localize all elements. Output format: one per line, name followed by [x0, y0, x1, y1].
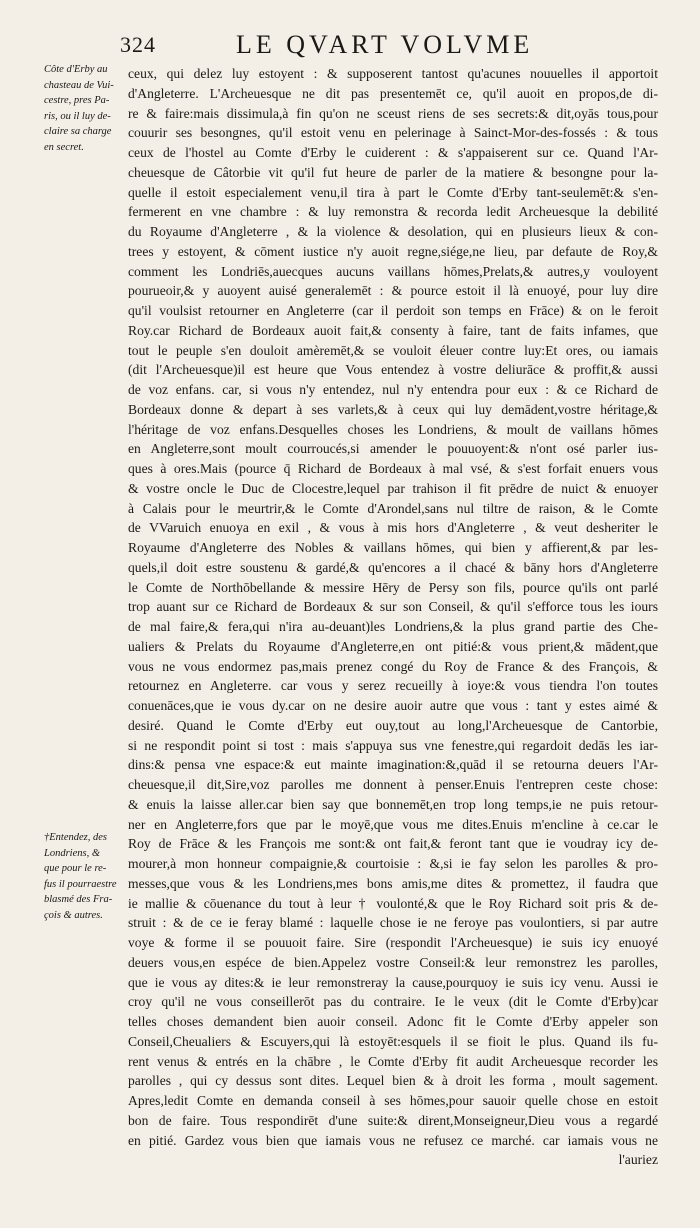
text-line: le Comte de Northōbellande & messire Hēry de Persy son fils, pource qu'ils ont parlé [128, 579, 658, 595]
text-line: re & faire:mais dissimula,à fin qu'on ne sceust riens de ses secrets:& dit,oyās tous,pour [128, 105, 658, 121]
text-line: comment les Londriēs,auecques aucuns vaillans hōmes,Prelats,& autres,y vouloyent [128, 263, 658, 279]
text-line: & vostre oncle le Duc de Clocestre,lequel par trahison il fit prēdre de nuict & enuoyer [128, 480, 658, 496]
text-line: Royaume d'Angleterre des Nobles & vaillans hōmes, qui bien y affierent,& par les- [128, 540, 658, 555]
text-line: tout le peuple s'en douloit amèremēt,& se vouloit éleuer contre luy:Et ores, ou iamais [128, 342, 658, 358]
text-line: fermerent en vne chambre : & luy remonstra & recorda ledit Archeuesque la debilité [128, 204, 658, 220]
margin-note-top [44, 62, 124, 155]
text-line: que ie vous ay dites:& ie leur remonstreray la cause,pourquoy ie suis icy venu. Aussi ie [128, 974, 658, 990]
text-line: ques à ores.Mais (pource q̄ Richard de Bordeaux à mal vsé, & s'est forfait enuers vous [128, 461, 658, 476]
text-line: ie mallie & cōuenance du tout à leur † voulonté,& que le Roy Richard soit pris & de- [128, 895, 658, 911]
text-line: voye & forme il se pouuoit faire. Sire (respondit l'Archeuesque) ie suis icy enuoyé [128, 935, 658, 950]
page-header [112, 30, 672, 60]
text-line: ceux de l'hostel au Comte d'Erby le cuiderent : & s'appaiserent sur ce. Quand l'Ar- [128, 145, 658, 160]
margin-note-line: Londriens, & [44, 847, 101, 859]
text-line: parolles , qui cy dessus sont dites. Lequel bien & à droit les forma , moult sagement. [128, 1073, 658, 1089]
margin-note-line: claire sa charge [44, 126, 112, 137]
margin-note-line: que pour le re- [44, 863, 107, 874]
text-line: ualiers & Prelats du Royaume d'Angleterre,en ont pitié:& vous prient,& mādent,que [128, 638, 658, 654]
text-line: retournez en Angleterre. car vous y serez recueilly à ioye:& vous tiendra l'on toutes [128, 678, 658, 694]
margin-note-bottom [44, 830, 124, 923]
text-line: Roy.car Richard de Bordeaux auoit fait,& consenty à faire, tant de faits infames, que [128, 322, 658, 338]
margin-note-line: cestre, pres Pa- [44, 95, 110, 106]
text-line: bon de faire. Tous respondirēt d'une suite:& dirent,Monseigneur,Dieu vous a regardé [128, 1112, 658, 1128]
text-line: l'héritage de voz enfans.Desquelles choses les Londriens, & moult de vaillans hōmes [128, 421, 658, 437]
text-line: deuers vous,en espéce de bien.Appelez vostre Conseil:& leur remonstrez les parolles, [128, 954, 658, 970]
text-line: vous ne vous endormez pas,mais prenez congé du Roy de France & des François, & [128, 658, 658, 674]
text-line: struit : & de ce ie feray blamé : laquelle chose ie ne feroye pas voulontiers, si par autre [128, 915, 658, 931]
text-line: pourueoir,& y auoyent auisé generalemēt : & pource estoit il là enuoyé, pour luy dire [128, 283, 658, 299]
text-line: quelle il estoit especialement venu,il tira à part le Comte d'Erby tant-seulemēt:& s'en- [128, 184, 658, 200]
text-line: Conseil,Cheualiers & Escuyers,qui là estoyēt:esquels il se fioit le plus. Quand ils fu- [128, 1033, 658, 1049]
text-line: de mal faire,& fera,qui n'ira au-deuant)les Londriens,& la plus grand partie des Che- [128, 619, 658, 634]
margin-note-line: Côte d'Erby au [44, 64, 108, 75]
margin-note-line: chasteau de Vui- [44, 79, 114, 91]
text-line: en Angleterre,sont moult courroucés,si amender le pouuoyent:& n'ont osé parler ius- [128, 441, 658, 457]
text-line: & enuis la laisse aller.car bien say que bonnemēt,en trop long temps,ie ne puis retour- [128, 796, 658, 812]
text-line: rent venus & entrés en la chābre , le Comte d'Erby fit audit Archeuesque recorder les [128, 1053, 658, 1069]
margin-note-line: ris, ou il luy de- [44, 110, 111, 122]
text-line: Roy de Frāce & les François me sont:& ont fait,& feront tant que ie voudray icy de- [128, 836, 658, 852]
text-line: couurir ses besongnes, qu'il estoit venu en pelerinage à Sainct-Mor-des-fossés : & tous [128, 125, 658, 141]
page-number: 324 [120, 32, 156, 57]
margin-note-line: †Entendez, des [44, 832, 107, 843]
text-line: l'auriez [618, 1152, 658, 1168]
text-line: ner en Angleterre,fors que par le moyē,que vous me dites.Enuis m'encline à ce.car le [128, 816, 658, 832]
text-line: trop auant sur ce Richard de Bordeaux & sur son Conseil, & qu'il s'efforce tous les iours [128, 599, 658, 615]
margin-note-line: en secret. [44, 141, 84, 153]
text-line: Apres,ledit Comte en demanda conseil à ses hōmes,pour sauoir quelle chose en estoit [128, 1093, 658, 1108]
text-line: Bordeaux donne & depart à ses varlets,& à ceux qui luy demādent,vostre héritage,& [128, 401, 658, 417]
text-line: en pitié. Gardez vous bien que iamais vous ne refusez ce marché. car iamais vous ne [128, 1132, 658, 1148]
text-line: du Royaume d'Angleterre , & la violence & desolation, qui en plusieurs lieux & con- [128, 224, 658, 239]
text-line: (dit l'Archeuesque)il est heure que Vous entendez à vostre deliurāce & proffit,& aussi [128, 362, 658, 378]
text-line: telles choses demandent bien auoir conseil. Adonc fit le Comte d'Erby appeler son [128, 1014, 658, 1029]
margin-note-line: çois & autres. [44, 909, 103, 921]
text-line: dins:& pensa vne espace:& eut mainte imagination:&,quād il se retourna deuers l'Ar- [128, 757, 658, 773]
text-line: croy qu'il ne vous conseillerōt pas du contraire. Ie le veux (dit le Comte d'Erby)car [128, 994, 658, 1010]
text-line: mourer,à mon honneur compaignie,& courtoisie : &,si ie fay selon les parolles & pro- [128, 856, 658, 871]
text-line: messes,que vous & les Londriens,mes bons amis,me dites & promettez, il faudra que [128, 875, 658, 891]
margin-note-line: blasmé des Fra- [44, 894, 113, 905]
text-line: de VVaruich enuoya en exil , & vous à mis hors d'Angleterre , & veut desheriter le [128, 520, 658, 536]
text-line: si ne respondit point si tost : mais s'appuya sus vne fenestre,qui regardoit dedās les iar- [128, 737, 658, 753]
text-line: ceux, qui delez luy estoyent : & supposerent tantost qu'acunes nouuelles il apportoit [128, 66, 658, 81]
text-line: conuenāces,que ie vous dy.car on ne desire auoir autre que vous : tant y estes aimé & [128, 698, 658, 713]
text-line: trees y estoyent, & cōment iustice n'y auoit regne,siége,ne lieu, par defaute de Roy,& [128, 243, 658, 259]
body-text [128, 64, 658, 1170]
text-line: desiré. Quand le Comte d'Erby eut ouy,tout au long,l'Archeuesque de Cantorbie, [128, 717, 658, 733]
text-line: quels,il doit estre soustenu & gardé,& qu'encores a il chacé & bāny hors d'Angleterre [128, 559, 658, 575]
text-line: d'Angleterre. L'Archeuesque ne dit pas presentemēt ce, qu'il auoit en propos,de di- [128, 85, 658, 101]
text-line: cheuesque de Câtorbie vit qu'il fut heure de parler de la matiere & besongne pour la- [128, 164, 658, 180]
text-line: à Calais pour le meurtrir,& le Comte d'Arondel,sans nul tiltre de raison, & le Comte [128, 500, 658, 516]
running-head: LE QVART VOLVME [236, 30, 534, 59]
text-line: qu'il voulsist retourner en Angleterre (car il perdoit son temps en Frāce) & on le feroit [128, 303, 658, 318]
text-line: cheuesque,il dit,Sire,voz parolles me donnent à penser.Enuis l'entrepren ceste chose: [128, 777, 658, 792]
text-line: de voz enfans. car, si vous n'y entendez, nul n'y entendra pour eux : & ce Richard de [128, 382, 658, 397]
margin-note-line: fus il pourraestre [44, 878, 117, 890]
